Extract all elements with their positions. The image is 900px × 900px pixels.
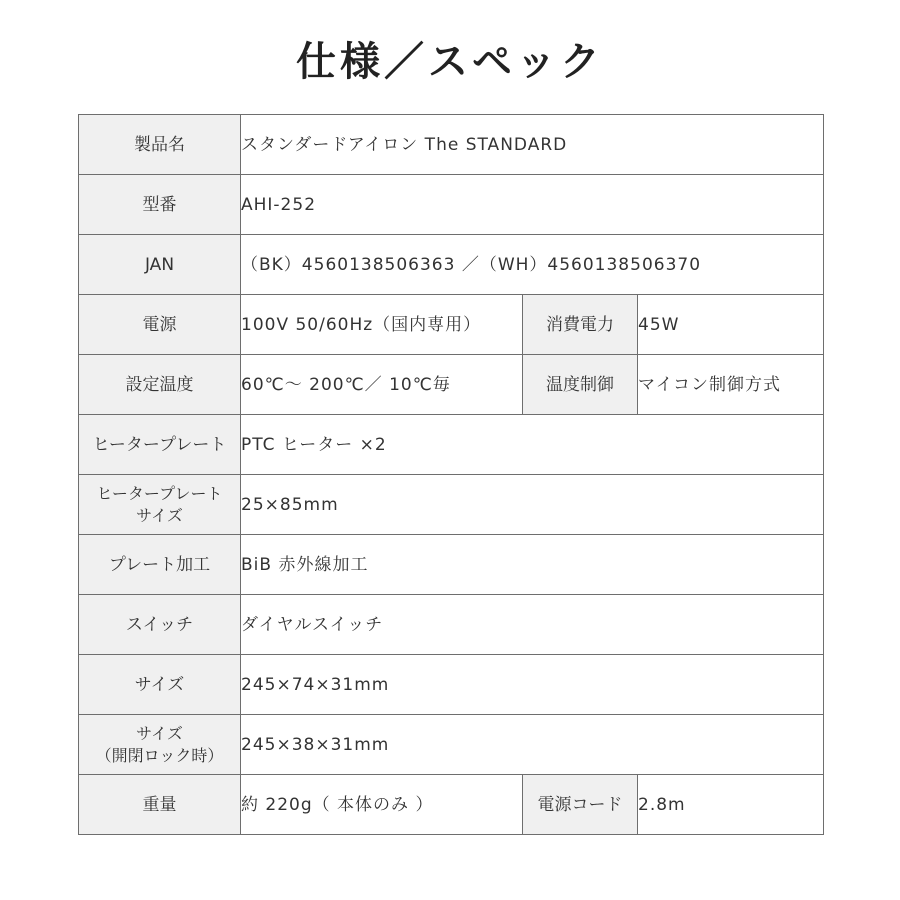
spec-row-plate-finish [79, 535, 824, 595]
spec-label-weight: 重量 [79, 775, 241, 835]
spec-row-product-name [79, 115, 824, 175]
spec-value-heater-plate: PTC ヒーター ×2 [241, 415, 824, 475]
spec-row-model [79, 175, 824, 235]
spec-label-jan: JAN [79, 235, 241, 295]
spec-row-size [79, 655, 824, 715]
spec-label-heater-plate-size-line1: ヒータープレート [96, 483, 223, 503]
spec-value-product-name: スタンダードアイロン The STANDARD [241, 115, 824, 175]
spec-value-model: AHI-252 [241, 175, 824, 235]
spec-value-temperature-control: マイコン制御方式 [638, 355, 824, 415]
spec-value-power-cord: 2.8m [638, 775, 824, 835]
spec-label-size-locked [79, 715, 241, 775]
spec-label-power-consumption: 消費電力 [523, 295, 638, 355]
spec-label-plate-finish: プレート加工 [79, 535, 241, 595]
spec-label-power: 電源 [79, 295, 241, 355]
spec-label-size-locked-line1: サイズ [136, 723, 183, 743]
spec-label-heater-plate: ヒータープレート [79, 415, 241, 475]
page-title: 仕様／スペック [296, 39, 604, 85]
spec-row-switch [79, 595, 824, 655]
spec-row-heater-plate-size [79, 475, 824, 535]
spec-value-size: 245×74×31mm [241, 655, 824, 715]
spec-label-temperature-control: 温度制御 [523, 355, 638, 415]
spec-value-weight: 約 220g（ 本体のみ ） [241, 775, 523, 835]
spec-value-size-locked: 245×38×31mm [241, 715, 824, 775]
spec-label-heater-plate-size [79, 475, 241, 535]
spec-value-power: 100V 50/60Hz（国内専用） [241, 295, 523, 355]
spec-row-jan [79, 235, 824, 295]
spec-row-temperature [79, 355, 824, 415]
spec-row-weight [79, 775, 824, 835]
spec-row-size-locked [79, 715, 824, 775]
spec-label-temperature: 設定温度 [79, 355, 241, 415]
spec-label-size: サイズ [79, 655, 241, 715]
spec-label-power-cord: 電源コード [523, 775, 638, 835]
spec-value-switch: ダイヤルスイッチ [241, 595, 824, 655]
spec-value-temperature: 60℃～ 200℃／ 10℃毎 [241, 355, 523, 415]
spec-label-heater-plate-size-line2: サイズ [136, 505, 183, 525]
spec-label-product-name: 製品名 [79, 115, 241, 175]
spec-value-power-consumption: 45W [638, 295, 824, 355]
spec-value-jan: （BK）4560138506363 ／（WH）4560138506370 [241, 235, 824, 295]
spec-value-plate-finish: BiB 赤外線加工 [241, 535, 824, 595]
spec-row-power [79, 295, 824, 355]
spec-label-switch: スイッチ [79, 595, 241, 655]
spec-label-model: 型番 [79, 175, 241, 235]
spec-table [78, 114, 824, 835]
spec-label-size-locked-line2: （開閉ロック時） [95, 745, 224, 765]
spec-row-heater-plate [79, 415, 824, 475]
spec-value-heater-plate-size: 25×85mm [241, 475, 824, 535]
